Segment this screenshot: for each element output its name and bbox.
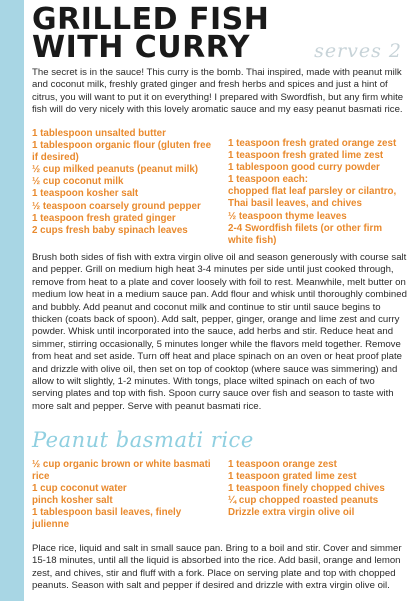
fish-ingredients xyxy=(32,128,408,247)
ingredient-item: 1 teaspoon each: xyxy=(228,174,309,186)
rice-ingredients-left xyxy=(32,459,218,532)
serves-label: serves 2 xyxy=(314,40,402,62)
ingredient-item: 2 cups fresh baby spinach leaves xyxy=(32,224,188,236)
ingredient-item: 2-4 Swordfish filets (or other firm white fish) xyxy=(228,222,383,246)
ingredient-item: 1 tablespoon basil leaves, finely julienne xyxy=(32,507,182,531)
ingredient-item: ½ teaspoon coarsely ground pepper xyxy=(32,200,201,212)
fish-ingredients-right xyxy=(228,128,408,247)
decorative-sidebar xyxy=(0,0,24,601)
ingredient-item: 1 teaspoon fresh grated lime zest xyxy=(228,150,384,162)
ingredient-item: pinch kosher salt xyxy=(32,495,113,507)
ingredient-item: ½ cup milked peanuts (peanut milk) xyxy=(32,164,199,176)
ingredient-item: 1 teaspoon finely chopped chives xyxy=(228,483,385,495)
ingredient-item: ½ cup organic brown or white basmati rice xyxy=(32,459,211,483)
ingredient-item: ½ teaspoon thyme leaves xyxy=(228,210,347,222)
recipe-title-line-1: GRILLED FISH xyxy=(32,2,270,37)
ingredient-item: 1 tablespoon good curry powder xyxy=(228,162,380,174)
recipe-page xyxy=(30,0,410,601)
fish-ingredients-left xyxy=(32,128,218,247)
recipe-title-line-2: WITH CURRY xyxy=(32,30,250,65)
ingredient-item: Drizzle extra virgin olive oil xyxy=(228,507,355,519)
ingredient-item: chopped flat leaf parsley or cilantro, Thai basil leaves, and chives xyxy=(228,186,397,210)
ingredient-item: ½ cup coconut milk xyxy=(32,176,124,188)
ingredient-item: 1 teaspoon orange zest xyxy=(228,459,337,470)
rice-ingredients xyxy=(32,459,408,532)
ingredient-item: ¼ cup chopped roasted peanuts xyxy=(228,495,379,507)
ingredient-item: 1 tablespoon unsalted butter xyxy=(32,128,166,139)
rice-method: Place rice, liquid and salt in small sauce pan. Bring to a boil and stir. Cover and simmer 15-18 minutes, until all the liquid is absorbed into the rice. Add basil, orange and lemon zest, and chives, stir and fluff with a fork. Place on serving plate and top with chopped peanuts. Season with salt and pepper if desired and drizzle with extra virgin olive oil. xyxy=(32,543,402,592)
ingredient-item: 1 teaspoon grated lime zest xyxy=(228,471,357,483)
ingredient-item: 1 teaspoon fresh grated ginger xyxy=(32,212,176,224)
ingredient-item: 1 cup coconut water xyxy=(32,483,127,495)
fish-method: Brush both sides of fish with extra virgin olive oil and season generously with course salt and pepper. Grill on medium high heat 3-4 minutes per side until just cooked through, remove from heat to a plate and cover loosely with foil to rest. Meanwhile, melt butter on medium low heat in a medium sauce pan. Add flour and whisk until thoroughly combined and bubbly. Add peanut and coconut milk and continue to stir until sauce begins to thicken (coats back of spoon). Add salt, pepper, ginger, orange and lime zest and curry powder. Whisk until incorporated into the sauce, add herbs and stir. Reduce heat and simmer, stirring occasionally, 5 minutes longer while the flavors meld together. Remove from heat and set aside. Turn off heat and place spinach on an oven or heat proof plate and drizzle with olive oil, then set on top of cooktop (where sauce was simmering) and allow to wilt slightly, 1-2 minutes. With tongs, place wilted spinach on each of two serving plates and top with fish. Spoon curry sauce over fish and season to taste with more salt and pepper. Serve with peanut basmati rice. xyxy=(32,252,407,412)
rice-subtitle: Peanut basmati rice xyxy=(32,428,254,452)
ingredient-item: 1 teaspoon kosher salt xyxy=(32,188,139,200)
recipe-title xyxy=(32,2,332,65)
rice-ingredients-right xyxy=(228,459,408,532)
recipe-intro: The secret is in the sauce! This curry is the bomb. Thai inspired, made with peanut milk and coconut milk, freshly grated ginger and fresh herbs and spices and just a hint of citrus, you will want to put it on everything! I prepared with Swordfish, but any firm white fish will do very nicely with this lovely aromatic sauce and my easy peanut basmati rice. xyxy=(32,67,404,116)
ingredient-item: 1 tablespoon organic flour (gluten free if desired) xyxy=(32,140,212,164)
ingredient-item: 1 teaspoon fresh grated orange zest xyxy=(228,138,397,149)
